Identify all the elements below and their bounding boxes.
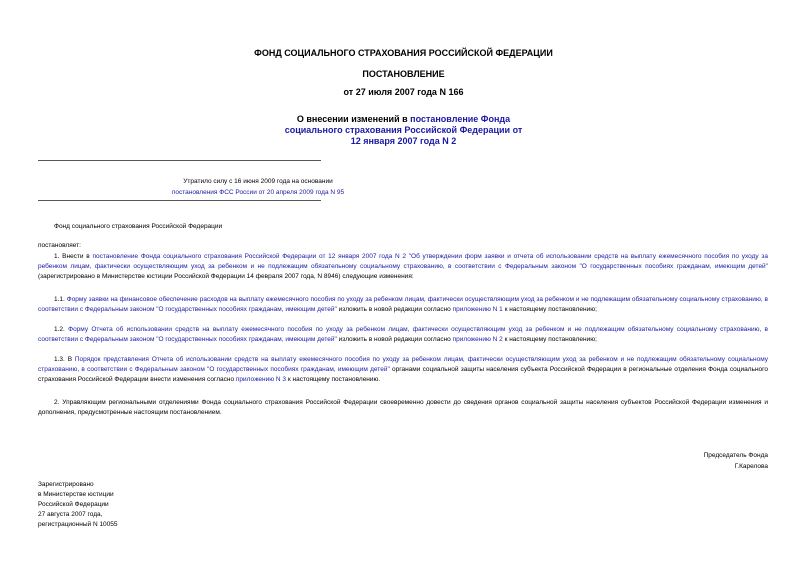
organization-heading: ФОНД СОЦИАЛЬНОГО СТРАХОВАНИЯ РОССИЙСКОЙ ФЕДЕРАЦИИ xyxy=(254,48,553,58)
p13-start: 1.3. В xyxy=(54,356,75,363)
registration-line-2: в Министерстве юстиции xyxy=(38,491,114,498)
p11-form-link[interactable]: Форму заявки на финансовое обеспечение расходов на выплату ежемесячного пособия по уходу за ребенком лицам, фактически осуществляющим уход за ребенком и не подлежащим обязательному социальному страхованию, в соответствии с Федеральным законом "О государственных пособиях гражданам, имеющим детей" xyxy=(38,296,768,313)
p11-mid: изложить в новой редакции согласно xyxy=(336,306,453,313)
registration-line-3: Российской Федерации xyxy=(38,501,109,508)
paragraph-2: 2. Управляющим региональными отделениями Фонда социального страхования Российской Федерации своевременно довести до сведения органов социальной защиты населения субъектов Российской Федерации изменения и дополнения, предусмотренные настоящим постановлением. xyxy=(38,399,768,416)
registration-block xyxy=(38,480,118,530)
expiration-link[interactable]: постановления ФСС России от 20 апреля 2009 года N 95 xyxy=(171,189,345,196)
divider-bottom xyxy=(38,200,321,201)
expiration-text: Утратило силу с 16 июня 2009 года на основании xyxy=(183,178,333,185)
title-prefix: О внесении изменений в xyxy=(296,114,411,124)
p12-mid: изложить в новой редакции согласно xyxy=(336,336,453,343)
paragraph-1-2 xyxy=(38,325,768,345)
p12-form-link[interactable]: Форму Отчета об использовании средств на выплату ежемесячного пособия по уходу за ребенком лицам, фактически осуществляющим уход за ребенком и не подлежащим обязательному социальному страхованию, в соответствии с Федеральным законом "О государственных пособиях гражданам, имеющим детей" xyxy=(38,326,768,343)
divider-top xyxy=(38,160,321,161)
p11-start: 1.1. xyxy=(54,296,67,303)
amended-resolution-link[interactable]: постановление Фонда социального страхования Российской Федерации от 12 января 2007 года N 2 xyxy=(284,114,523,146)
p12-end: к настоящему постановлению; xyxy=(502,336,597,343)
p1-start: 1. Внести в xyxy=(54,253,93,260)
registration-line-4: 27 августа 2007 года, xyxy=(38,511,103,518)
document-date-number: от 27 июля 2007 года N 166 xyxy=(343,87,464,97)
expiration-note xyxy=(38,176,478,198)
document-type: ПОСТАНОВЛЕНИЕ xyxy=(362,69,445,79)
p13-appendix-link[interactable]: приложению N 3 xyxy=(235,376,287,383)
paragraph-1-1 xyxy=(38,295,768,315)
registration-line-5: регистрационный N 10055 xyxy=(38,521,118,528)
issuer-text: Фонд социального страхования Российской Федерации xyxy=(54,223,223,230)
registration-line-1: Зарегистрировано xyxy=(38,481,94,488)
p11-appendix-link[interactable]: приложению N 1 xyxy=(452,306,503,313)
p12-start: 1.2. xyxy=(54,326,69,333)
resolves-text: постановляет: xyxy=(38,242,81,249)
p1-title[interactable]: "Об утверждении форм заявки и отчета об использовании средств на выплату ежемесячного пособия по уходу за ребенком лицам, фактически осуществляющим уход за ребенком и не подлежащим обязательному социальному страхованию, в соответствии с Федеральным законом "О государственных пособиях гражданам, имеющим детей" xyxy=(38,253,768,270)
paragraph-1-3 xyxy=(38,355,768,385)
paragraph-1 xyxy=(38,252,768,282)
p1-end: (зарегистрировано в Министерстве юстиции Российской Федерации 14 февраля 2007 года, N 8946) следующие изменения: xyxy=(38,273,414,280)
p1-link[interactable]: постановление Фонда социального страхования Российской Федерации от 12 января 2007 года N 2 xyxy=(92,253,407,260)
signatory-position: Председатель Фонда xyxy=(703,452,768,459)
p13-end: к настоящему постановлению. xyxy=(286,376,381,383)
signature-block xyxy=(704,450,768,472)
p13-mid: органами социальной защиты населения субъекта Российской Федерации в региональные отделения Фонда социального страхования Российской Федерации внести изменения согласно xyxy=(38,366,768,383)
signatory-name: Г.Карелова xyxy=(734,463,768,470)
p12-appendix-link[interactable]: приложению N 2 xyxy=(452,336,503,343)
p13-procedure-link[interactable]: Порядок представления Отчета об использовании средств на выплату ежемесячного пособия по уходу за ребенком лицам, фактически осуществляющим уход за ребенком и не подлежащим обязательному социальному страхованию, в соответствии с Федеральным законом "О государственных пособиях гражданам, имеющим детей" xyxy=(38,356,768,373)
p11-end: к настоящему постановлению; xyxy=(502,306,597,313)
document-title xyxy=(0,114,807,147)
